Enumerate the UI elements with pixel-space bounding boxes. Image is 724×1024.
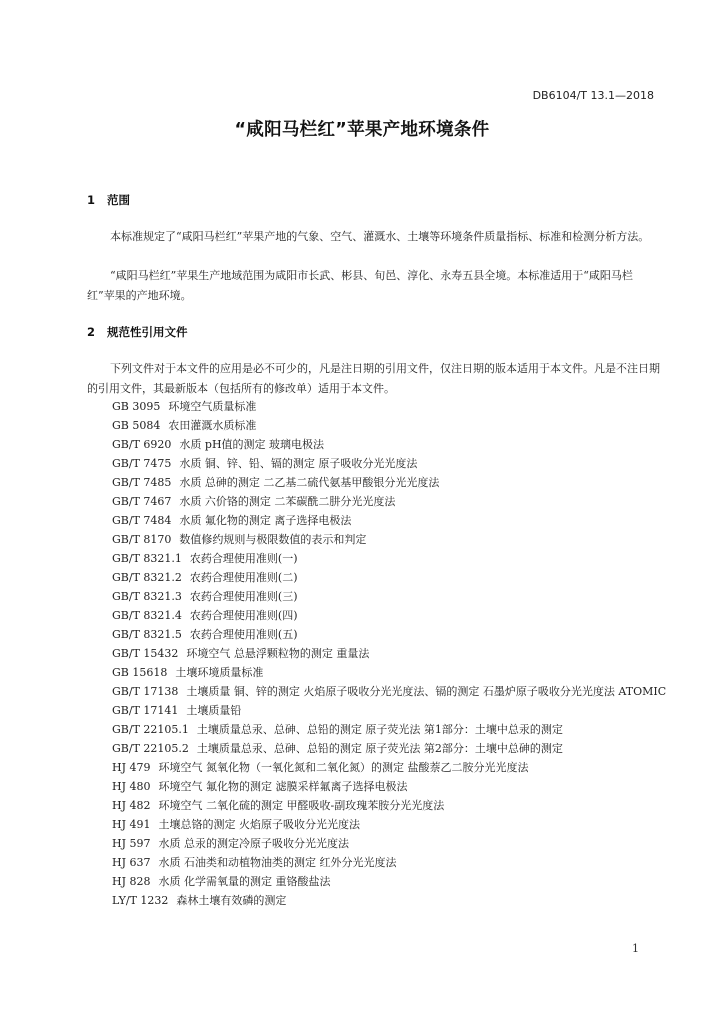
reference-item bbox=[87, 815, 667, 834]
reference-item bbox=[87, 492, 667, 511]
reference-item bbox=[87, 796, 667, 815]
reference-name: 水质 总砷的测定 二乙基二硫代氨基甲酸银分光光度法 bbox=[179, 476, 440, 489]
reference-name: 水质 石油类和动植物油类的测定 红外分光光度法 bbox=[158, 856, 397, 869]
reference-name: 农药合理使用准则(五) bbox=[189, 628, 298, 641]
reference-code: HJ 479 bbox=[112, 761, 151, 774]
reference-name: 土壤质量总汞、总砷、总铅的测定 原子荧光法 第1部分：土壤中总汞的测定 bbox=[196, 723, 563, 736]
reference-item bbox=[87, 853, 667, 872]
reference-code: GB/T 7467 bbox=[112, 495, 172, 508]
reference-item bbox=[87, 872, 667, 891]
reference-name: 土壤质量总汞、总砷、总铅的测定 原子荧光法 第2部分：土壤中总砷的测定 bbox=[196, 742, 563, 755]
reference-code: GB 15618 bbox=[112, 666, 168, 679]
reference-code: GB/T 22105.2 bbox=[112, 742, 189, 755]
reference-item bbox=[87, 758, 667, 777]
section-2-title: 规范性引用文件 bbox=[107, 325, 188, 339]
reference-item bbox=[87, 739, 667, 758]
reference-item bbox=[87, 530, 667, 549]
reference-code: GB/T 7475 bbox=[112, 457, 172, 470]
reference-code: HJ 482 bbox=[112, 799, 151, 812]
reference-code: HJ 491 bbox=[112, 818, 151, 831]
reference-code: GB/T 17138 bbox=[112, 685, 179, 698]
reference-code: GB/T 17141 bbox=[112, 704, 179, 717]
section-2-heading bbox=[87, 324, 188, 340]
reference-code: GB/T 8321.1 bbox=[112, 552, 182, 565]
reference-name: 环境空气质量标准 bbox=[168, 400, 257, 413]
reference-name: 环境空气 总悬浮颗粒物的测定 重量法 bbox=[186, 647, 370, 660]
reference-name: 土壤质量铅 bbox=[186, 704, 242, 717]
reference-item bbox=[87, 435, 667, 454]
reference-name: 农田灌溉水质标准 bbox=[168, 419, 257, 432]
reference-item bbox=[87, 701, 667, 720]
reference-item bbox=[87, 663, 667, 682]
reference-item bbox=[87, 587, 667, 606]
reference-item bbox=[87, 682, 667, 701]
reference-code: HJ 597 bbox=[112, 837, 151, 850]
section-1-number: 1 bbox=[87, 193, 96, 207]
section-1-title: 范围 bbox=[107, 193, 130, 207]
reference-code: GB/T 7484 bbox=[112, 514, 172, 527]
reference-item bbox=[87, 625, 667, 644]
reference-item bbox=[87, 606, 667, 625]
reference-code: GB/T 8321.4 bbox=[112, 609, 182, 622]
reference-code: HJ 828 bbox=[112, 875, 151, 888]
scope-paragraph-1: 本标准规定了“咸阳马栏红”苹果产地的气象、空气、灌溉水、土壤等环境条件质量指标、标准和检测分析方法。 bbox=[110, 230, 650, 243]
reference-item bbox=[87, 644, 667, 663]
reference-name: 农药合理使用准则(三) bbox=[189, 590, 298, 603]
reference-name: 水质 六价铬的测定 二苯碳酰二肼分光光度法 bbox=[179, 495, 396, 508]
section-1-heading bbox=[87, 192, 130, 208]
reference-name: 数值修约规则与极限数值的表示和判定 bbox=[179, 533, 367, 546]
reference-name: 水质 氟化物的测定 离子选择电极法 bbox=[179, 514, 352, 527]
reference-item bbox=[87, 473, 667, 492]
section-2-number: 2 bbox=[87, 325, 96, 339]
reference-name: 土壤总铬的测定 火焰原子吸收分光光度法 bbox=[158, 818, 360, 831]
reference-name: 环境空气 二氧化硫的测定 甲醛吸收-副玫瑰苯胺分光光度法 bbox=[158, 799, 445, 812]
reference-code: GB/T 8321.3 bbox=[112, 590, 182, 603]
reference-code: GB/T 7485 bbox=[112, 476, 172, 489]
reference-name: 农药合理使用准则(二) bbox=[189, 571, 298, 584]
reference-name: 水质 pH值的测定 玻璃电极法 bbox=[179, 438, 325, 451]
reference-item bbox=[87, 416, 667, 435]
reference-code: HJ 637 bbox=[112, 856, 151, 869]
reference-name: 环境空气 氟化物的测定 滤膜采样氟离子选择电极法 bbox=[158, 780, 408, 793]
reference-code: GB/T 6920 bbox=[112, 438, 172, 451]
reference-list bbox=[87, 397, 667, 910]
reference-item bbox=[87, 720, 667, 739]
reference-item bbox=[87, 397, 667, 416]
reference-code: GB/T 8321.2 bbox=[112, 571, 182, 584]
reference-name: 水质 铜、锌、铅、镉的测定 原子吸收分光光度法 bbox=[179, 457, 418, 470]
reference-item bbox=[87, 834, 667, 853]
reference-item bbox=[87, 549, 667, 568]
reference-name: 农药合理使用准则(四) bbox=[189, 609, 298, 622]
reference-item bbox=[87, 511, 667, 530]
reference-item bbox=[87, 454, 667, 473]
reference-item bbox=[87, 568, 667, 587]
reference-name: 森林土壤有效磷的测定 bbox=[176, 894, 287, 907]
reference-code: GB 3095 bbox=[112, 400, 161, 413]
references-intro: 下列文件对于本文件的应用是必不可少的，凡是注日期的引用文件，仅注日期的版本适用于本文件。凡是不注日期的引用文件，其最新版本（包括所有的修改单）适用于本文件。 bbox=[87, 362, 660, 395]
reference-item bbox=[87, 777, 667, 796]
reference-name: 农药合理使用准则(一) bbox=[189, 552, 298, 565]
reference-code: LY/T 1232 bbox=[112, 894, 169, 907]
reference-code: GB/T 8321.5 bbox=[112, 628, 182, 641]
scope-paragraph-2: “咸阳马栏红”苹果生产地域范围为咸阳市长武、彬县、旬邑、淳化、永寿五县全境。本标准适用于“咸阳马栏红”苹果的产地环境。 bbox=[87, 269, 633, 302]
reference-code: GB/T 22105.1 bbox=[112, 723, 189, 736]
reference-code: GB/T 8170 bbox=[112, 533, 172, 546]
reference-name: 水质 总汞的测定冷原子吸收分光光度法 bbox=[158, 837, 349, 850]
reference-name: 土壤质量 铜、锌的测定 火焰原子吸收分光光度法、镉的测定 石墨炉原子吸收分光光度法 ATOMIC bbox=[186, 685, 667, 698]
document-title: “咸阳马栏红”苹果产地环境条件 bbox=[234, 120, 490, 140]
page-number: 1 bbox=[632, 942, 639, 955]
standard-code: DB6104/T 13.1—2018 bbox=[532, 89, 654, 102]
reference-code: HJ 480 bbox=[112, 780, 151, 793]
reference-item bbox=[87, 891, 667, 910]
reference-code: GB 5084 bbox=[112, 419, 161, 432]
reference-name: 土壤环境质量标准 bbox=[175, 666, 264, 679]
reference-name: 水质 化学需氧量的测定 重铬酸盐法 bbox=[158, 875, 331, 888]
reference-name: 环境空气 氮氧化物（一氧化氮和二氧化氮）的测定 盐酸萘乙二胺分光光度法 bbox=[158, 761, 529, 774]
reference-code: GB/T 15432 bbox=[112, 647, 179, 660]
